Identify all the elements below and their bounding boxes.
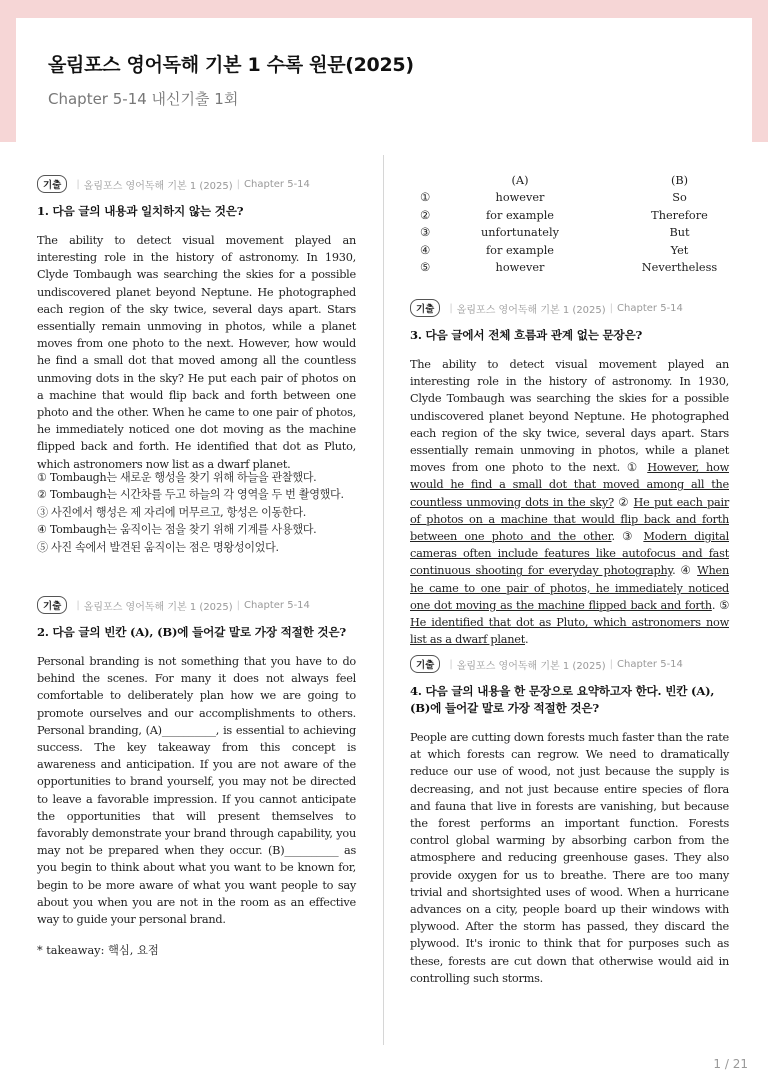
question-1-choices xyxy=(37,469,356,556)
page-number: 1 / 21 xyxy=(713,1057,748,1071)
table-row: ④ for example Yet xyxy=(420,243,689,257)
chapter-label: Chapter 5-14 xyxy=(617,658,683,670)
document-subtitle: Chapter 5-14 내신기출 1회 xyxy=(48,90,239,108)
source-label: 올림포스 영어독해 기본 1 (2025) xyxy=(456,660,606,672)
question-2-title: 2. 다음 글의 빈칸 (A), (B)에 들어갈 말로 가장 적절한 것은? xyxy=(37,625,347,639)
sentence-5: He identified that dot as Pluto, which astronomers now list as a dwarf planet xyxy=(410,616,729,647)
chapter-label: Chapter 5-14 xyxy=(244,599,310,611)
question-4-passage: People are cutting down forests much faster than the rate at which forests can regrow. We need to dramatically reduce our use of wood, not just because the supply is decreasing, and not just because entire species of flora and fauna that live in forests are vanishing, but because the forest performs an important function. Forests control global warming by absorbing carbon from the atmosphere and reducing greenhouse gases. They also provide oxygen for us to breathe. There are too many trivial and shortsighted uses of wood. When a hurricane advances on a city, people board up their windows with plywood. After the storm has passed, they discard the plywood. It's ironic to think that for purposes such as these, forests are cut down that otherwise would aid in controlling such storms. xyxy=(410,731,729,985)
question-3-passage: The ability to detect visual movement played an interesting role in the history of astronomy. In 1930, Clyde Tombaugh was searching the skies for a possible undiscovered planet beyond Neptune. He photographed each region of the sky twice, several days apart. Stars essentially remain unmoving in photos, while a planet moves from one photo to the next. ① However, how would he find a small dot that moved among all the countless unmoving dots in the sky? ② He put each pair of photos on a machine that would flip back and forth between one photo and the other. ③ Modern digital cameras often include features like autofocus and fast continuous shooting for everyday photography. ④ When he came to one pair of photos, he immediately noticed one dot moving as the machine flipped back and forth. ⑤ He identified that dot as Pluto, which astronomers now list as a dwarf planet. xyxy=(410,358,729,647)
choice-5: ⑤ 사진 속에서 발견된 움직이는 점은 명왕성이었다. xyxy=(37,540,279,554)
question-3-tag: 기출 | 올림포스 영어독해 기본 1 (2025) | Chapter 5-14 xyxy=(410,299,683,317)
table-header: (A) (B) xyxy=(511,174,689,187)
exam-badge: 기출 xyxy=(410,299,440,317)
question-1-title: 1. 다음 글의 내용과 일치하지 않는 것은? xyxy=(37,204,244,218)
document-title: 올림포스 영어독해 기본 1 수록 원문(2025) xyxy=(48,54,414,76)
question-1-tag: 기출 | 올림포스 영어독해 기본 1 (2025) | Chapter 5-14 xyxy=(37,175,310,193)
question-3-title: 3. 다음 글에서 전체 흐름과 관계 없는 문장은? xyxy=(410,328,643,342)
table-row: ① however So xyxy=(420,191,687,205)
chapter-label: Chapter 5-14 xyxy=(244,178,310,190)
exam-badge: 기출 xyxy=(37,175,67,193)
column-divider xyxy=(383,155,384,1045)
exam-badge: 기출 xyxy=(37,596,67,614)
table-row: ⑤ however Nevertheless xyxy=(420,261,718,275)
sentence-4: When he came to one pair of photos, he immediately noticed one dot moving as the machine flipped back and forth xyxy=(410,564,729,612)
choice-2: ② Tombaugh는 시간차를 두고 하늘의 각 영역을 두 번 촬영했다. xyxy=(37,488,344,502)
question-4-tag: 기출 | 올림포스 영어독해 기본 1 (2025) | Chapter 5-14 xyxy=(410,655,683,673)
question-2-passage: Personal branding is not something that you have to do behind the scenes. For many it does not always feel comfortable to deliberately plan how we are going to promote ourselves and our accomplishments to others. Personal branding, (A)__________, is essential to achieving success. The key takeaway from this concept is awareness and anticipation. If you are not aware of the opportunities to brand yourself, you may not be directed to leave a favorable impression. If you cannot anticipate the opportunities that will present themselves to favorably demonstrate your brand through capability, you may not be prepared when they occur. (B)__________ as you begin to think about what you want to be known for, begin to be more aware of what you want people to say about you when you are not in the room as an effective way to guide your personal brand. xyxy=(37,655,356,927)
choice-4: ④ Tombaugh는 움직이는 점을 찾기 위해 기계를 사용했다. xyxy=(37,523,317,537)
source-label: 올림포스 영어독해 기본 1 (2025) xyxy=(83,601,233,613)
chapter-label: Chapter 5-14 xyxy=(617,302,683,314)
footnote: * takeaway: 핵심, 요점 xyxy=(37,944,159,957)
source-label: 올림포스 영어독해 기본 1 (2025) xyxy=(83,180,233,192)
question-1-passage: The ability to detect visual movement played an interesting role in the history of astronomy. In 1930, Clyde Tombaugh was searching the skies for a possible undiscovered planet beyond Neptune. He photographed each region of the sky twice, several days apart. Stars essentially remain unmoving in photos, while a planet moves from one photo to the next. However, how would he find a small dot that moved among all the countless unmoving dots in the sky? He put each pair of photos on a machine that would flip back and forth between one photo and the other. When he came to one pair of photos, he immediately noticed one dot moving as the machine flipped back and forth. He identified that dot as Pluto, which astronomers now list as a dwarf planet. xyxy=(37,234,356,471)
choice-1: ① Tombaugh는 새로운 행성을 찾기 위해 하늘을 관찰했다. xyxy=(37,471,317,484)
question-4-title: 4. 다음 글의 내용을 한 문장으로 요약하고자 한다. 빈칸 (A), (B)에 들어갈 말로 가장 적절한 것은? xyxy=(410,684,715,715)
table-row: ② for example Therefore xyxy=(420,208,708,222)
sentence-2: He put each pair of photos on a machine that would flip back and forth between one photo and the other xyxy=(410,495,729,544)
question-2-tag: 기출 | 올림포스 영어독해 기본 1 (2025) | Chapter 5-14 xyxy=(37,596,310,614)
source-label: 올림포스 영어독해 기본 1 (2025) xyxy=(456,304,606,316)
answer-table xyxy=(410,172,729,276)
table-row: ③ unfortunately But xyxy=(420,226,690,240)
header-card xyxy=(16,18,752,142)
choice-3: ③ 사진에서 행성은 제 자리에 머무르고, 항성은 이동한다. xyxy=(37,505,306,519)
sentence-1: However, how would he find a small dot that moved among all the countless unmoving dots in the sky? xyxy=(410,461,729,509)
sentence-3: Modern digital cameras often include features like autofocus and fast continuous shooting for everyday photography xyxy=(410,530,729,578)
exam-badge: 기출 xyxy=(410,655,440,673)
